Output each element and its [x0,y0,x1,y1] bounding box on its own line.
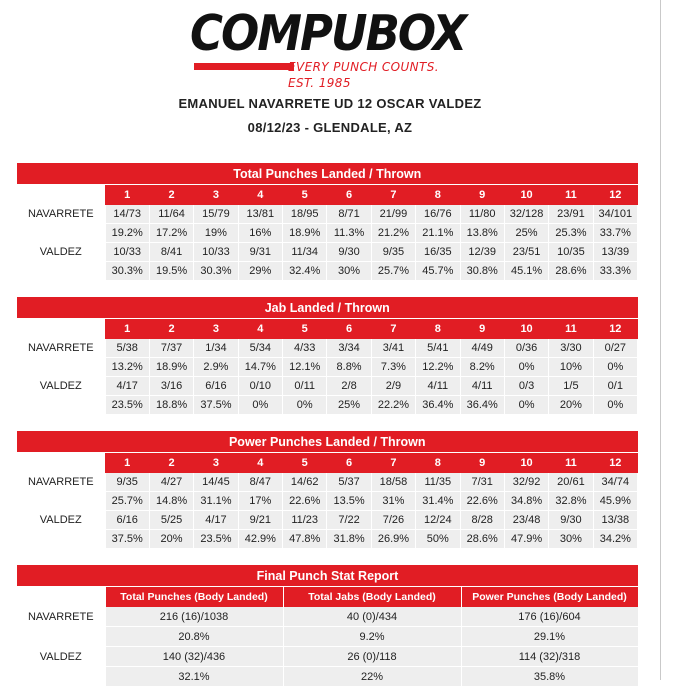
stat-cell: 11/34 [283,243,327,262]
stat-cell: 45.9% [593,492,637,511]
round-header: 10 [504,185,548,206]
stat-cell: 45.1% [504,262,548,281]
stat-cell: 3/34 [327,339,371,358]
stat-cell: 10/33 [194,243,238,262]
stat-cell: 11/35 [416,473,460,492]
stat-cell: 23/91 [549,205,593,224]
stat-cell: 216 (16)/1038 [105,607,283,627]
blank-header [17,185,105,206]
stat-cell: 20/61 [549,473,593,492]
stat-cell: 0/1 [593,377,637,396]
stat-cell: 7/26 [371,511,415,530]
stat-cell: 0/3 [504,377,548,396]
stat-cell: 4/27 [149,473,193,492]
table-title: Power Punches Landed / Thrown [17,431,638,453]
stat-cell: 11/23 [283,511,327,530]
stat-cell: 12.1% [283,358,327,377]
fighter-name: NAVARRETE [17,473,105,492]
stat-cell: 20.8% [105,627,283,647]
stat-cell: 21.2% [371,224,415,243]
stat-cell: 18.8% [149,396,193,415]
round-header: 1 [105,453,149,474]
valdez-pct-row [17,530,638,549]
stat-cell: 29.1% [461,627,638,647]
stat-cell: 7/31 [460,473,504,492]
stat-cell: 17% [238,492,282,511]
fight-title: EMANUEL NAVARRETE UD 12 OSCAR VALDEZ [178,96,482,111]
stat-cell: 22.6% [283,492,327,511]
stat-cell: 50% [416,530,460,549]
stat-cell: 22.6% [460,492,504,511]
navarrete-landed-row [17,473,638,492]
stat-cell: 8/28 [460,511,504,530]
stat-cell: 14/73 [105,205,149,224]
jab-table [17,297,638,415]
row-label-blank [17,530,105,549]
logo-tagline: EVERY PUNCH COUNTS. EST. 1985 [288,60,440,90]
stat-cell: 3/41 [371,339,415,358]
stat-cell: 34/74 [593,473,637,492]
row-label-blank [17,396,105,415]
stat-cell: 10% [549,358,593,377]
logo-tagline-bar [194,59,460,90]
stat-cell: 12/24 [416,511,460,530]
round-header-row [17,185,638,206]
stat-cell: 1/5 [549,377,593,396]
stat-cell: 9/21 [238,511,282,530]
stat-cell: 2/8 [327,377,371,396]
stat-cell: 5/37 [327,473,371,492]
stat-cell: 30.8% [460,262,504,281]
valdez-pct-row [17,262,638,281]
stat-cell: 0/10 [238,377,282,396]
round-header: 5 [283,453,327,474]
stat-cell: 15/79 [194,205,238,224]
final-header-row [17,587,638,608]
round-header: 12 [593,453,637,474]
row-label-blank [17,262,105,281]
fighter-name: VALDEZ [17,377,105,396]
stat-cell: 0/11 [283,377,327,396]
stat-cell: 28.6% [549,262,593,281]
round-header: 10 [504,319,548,340]
round-header: 6 [327,185,371,206]
round-header: 3 [194,185,238,206]
stat-cell: 2.9% [194,358,238,377]
stat-cell: 9/35 [371,243,415,262]
stat-cell: 6/16 [194,377,238,396]
stat-cell: 14.7% [238,358,282,377]
stat-cell: 114 (32)/318 [461,647,638,667]
stat-cell: 32/92 [504,473,548,492]
stat-cell: 17.2% [149,224,193,243]
stat-cell: 19% [194,224,238,243]
round-header: 2 [149,453,193,474]
round-header: 7 [371,453,415,474]
stat-cell: 2/9 [371,377,415,396]
stat-cell: 5/25 [149,511,193,530]
stat-cell: 0/36 [504,339,548,358]
stat-cell: 9.2% [283,627,461,647]
header-power-punches: Power Punches (Body Landed) [461,587,638,608]
round-header: 11 [549,319,593,340]
stat-cell: 40 (0)/434 [283,607,461,627]
round-header: 2 [149,319,193,340]
round-header: 2 [149,185,193,206]
round-header: 9 [460,185,504,206]
stat-cell: 23.5% [194,530,238,549]
stat-cell: 34.8% [504,492,548,511]
stat-cell: 30% [549,530,593,549]
power-punches-table [17,431,638,549]
stat-cell: 31.4% [416,492,460,511]
stat-cell: 18/95 [283,205,327,224]
stat-cell: 30.3% [194,262,238,281]
stat-cell: 4/17 [194,511,238,530]
round-header: 11 [549,185,593,206]
stat-cell: 26.9% [371,530,415,549]
stat-cell: 13/81 [238,205,282,224]
round-header: 9 [460,319,504,340]
stat-cell: 16/76 [416,205,460,224]
stat-cell: 18/58 [371,473,415,492]
stat-cell: 4/17 [105,377,149,396]
stat-cell: 25.3% [549,224,593,243]
stat-cell: 13.2% [105,358,149,377]
total-punches-table [17,163,638,281]
valdez-landed-row [17,511,638,530]
navarrete-landed-row [17,205,638,224]
row-label-blank [17,224,105,243]
stat-cell: 7/37 [149,339,193,358]
compubox-logo [190,4,466,90]
stat-cell: 0% [593,358,637,377]
page-edge-line [660,0,661,680]
stat-cell: 9/30 [549,511,593,530]
stat-cell: 36.4% [460,396,504,415]
fighter-name: NAVARRETE [17,339,105,358]
fighter-name: NAVARRETE [17,205,105,224]
header-total-jabs: Total Jabs (Body Landed) [283,587,461,608]
row-label-blank [17,358,105,377]
stat-cell: 18.9% [283,224,327,243]
stat-cell: 9/35 [105,473,149,492]
round-header: 9 [460,453,504,474]
stat-cell: 30.3% [105,262,149,281]
round-header: 8 [416,453,460,474]
round-header: 4 [238,185,282,206]
blank-header [17,319,105,340]
stat-cell: 35.8% [461,667,638,687]
stat-cell: 16% [238,224,282,243]
stat-cell: 33.3% [593,262,637,281]
stat-cell: 8/41 [149,243,193,262]
stat-cell: 6/16 [105,511,149,530]
stat-cell: 14/45 [194,473,238,492]
stat-cell: 31.1% [194,492,238,511]
stat-cell: 25.7% [371,262,415,281]
stat-cell: 25.7% [105,492,149,511]
stat-cell: 25% [504,224,548,243]
stat-cell: 13/38 [593,511,637,530]
round-header-row [17,319,638,340]
table-title: Jab Landed / Thrown [17,297,638,319]
round-header: 11 [549,453,593,474]
stat-cell: 12.2% [416,358,460,377]
stat-cell: 0% [504,396,548,415]
stat-cell: 21.1% [416,224,460,243]
stat-cell: 20% [549,396,593,415]
stat-cell: 8/47 [238,473,282,492]
navarrete-landed-row [17,339,638,358]
stat-cell: 16/35 [416,243,460,262]
stat-cell: 4/11 [416,377,460,396]
stat-cell: 23/51 [504,243,548,262]
stat-cell: 14/62 [283,473,327,492]
navarrete-values-row [17,607,638,627]
stat-cell: 13.5% [327,492,371,511]
stat-cell: 34.2% [593,530,637,549]
stat-cell: 36.4% [416,396,460,415]
round-header: 8 [416,319,460,340]
round-header: 6 [327,453,371,474]
stat-cell: 4/11 [460,377,504,396]
round-header: 5 [283,185,327,206]
stat-cell: 4/33 [283,339,327,358]
stat-cell: 176 (16)/604 [461,607,638,627]
round-header: 3 [194,319,238,340]
round-header: 7 [371,185,415,206]
stat-cell: 33.7% [593,224,637,243]
stat-cell: 14.8% [149,492,193,511]
stat-cell: 140 (32)/436 [105,647,283,667]
valdez-values-row [17,647,638,667]
stat-cell: 23.5% [105,396,149,415]
stat-cell: 32.8% [549,492,593,511]
stat-cell: 0% [283,396,327,415]
stat-cell: 0/27 [593,339,637,358]
stat-cell: 37.5% [194,396,238,415]
navarrete-pct-row [17,492,638,511]
table-title: Final Punch Stat Report [17,565,638,587]
final-stat-report-table [17,565,639,687]
stat-cell: 21/99 [371,205,415,224]
stat-cell: 4/49 [460,339,504,358]
stat-cell: 7.3% [371,358,415,377]
round-header: 4 [238,453,282,474]
stat-cell: 9/31 [238,243,282,262]
round-header: 7 [371,319,415,340]
stat-cell: 26 (0)/118 [283,647,461,667]
stat-cell: 8.2% [460,358,504,377]
navarrete-pct-row [17,627,638,647]
header-total-punches: Total Punches (Body Landed) [105,587,283,608]
stat-cell: 34/101 [593,205,637,224]
round-header: 4 [238,319,282,340]
row-label-blank [17,627,105,647]
stat-cell: 12/39 [460,243,504,262]
navarrete-pct-row [17,224,638,243]
blank-header [17,453,105,474]
round-header: 1 [105,319,149,340]
stat-cell: 45.7% [416,262,460,281]
round-header: 1 [105,185,149,206]
valdez-landed-row [17,243,638,262]
stat-cell: 10/35 [549,243,593,262]
logo-red-stripe [194,63,294,70]
fighter-name: VALDEZ [17,243,105,262]
round-header: 5 [283,319,327,340]
stat-cell: 23/48 [504,511,548,530]
fighter-name: NAVARRETE [17,607,105,627]
round-header: 6 [327,319,371,340]
stat-cell: 10/33 [105,243,149,262]
stat-cell: 8.8% [327,358,371,377]
navarrete-pct-row [17,358,638,377]
stat-cell: 19.2% [105,224,149,243]
stat-cell: 5/41 [416,339,460,358]
valdez-pct-row [17,396,638,415]
stat-cell: 47.9% [504,530,548,549]
row-label-blank [17,667,105,687]
logo-brand-text: COMPUBOX [190,4,466,63]
stat-cell: 22% [283,667,461,687]
stat-cell: 1/34 [194,339,238,358]
stat-cell: 25% [327,396,371,415]
stat-cell: 32.4% [283,262,327,281]
stat-cell: 13/39 [593,243,637,262]
row-label-blank [17,492,105,511]
stat-cell: 31.8% [327,530,371,549]
stat-cell: 8/71 [327,205,371,224]
stat-cell: 29% [238,262,282,281]
stat-cell: 11/80 [460,205,504,224]
stat-cell: 0% [593,396,637,415]
valdez-pct-row [17,667,638,687]
stat-cell: 32.1% [105,667,283,687]
stat-cell: 22.2% [371,396,415,415]
stat-cell: 9/30 [327,243,371,262]
stat-cell: 18.9% [149,358,193,377]
fighter-name: VALDEZ [17,511,105,530]
stat-cell: 20% [149,530,193,549]
stat-cell: 11/64 [149,205,193,224]
stat-cell: 0% [504,358,548,377]
stat-cell: 3/30 [549,339,593,358]
stat-cell: 11.3% [327,224,371,243]
stat-cell: 32/128 [504,205,548,224]
stat-cell: 5/34 [238,339,282,358]
fighter-name: VALDEZ [17,647,105,667]
round-header-row [17,453,638,474]
stat-cell: 19.5% [149,262,193,281]
stat-cell: 13.8% [460,224,504,243]
stat-cell: 0% [238,396,282,415]
stat-cell: 7/22 [327,511,371,530]
stat-cell: 31% [371,492,415,511]
round-header: 12 [593,319,637,340]
stat-cell: 3/16 [149,377,193,396]
stat-cell: 37.5% [105,530,149,549]
round-header: 10 [504,453,548,474]
stat-cell: 30% [327,262,371,281]
stat-cell: 5/38 [105,339,149,358]
stat-cell: 28.6% [460,530,504,549]
stat-cell: 42.9% [238,530,282,549]
valdez-landed-row [17,377,638,396]
stat-cell: 47.8% [283,530,327,549]
blank-header [17,587,105,608]
round-header: 12 [593,185,637,206]
fight-date-location: 08/12/23 - GLENDALE, AZ [247,120,413,135]
round-header: 8 [416,185,460,206]
round-header: 3 [194,453,238,474]
table-title: Total Punches Landed / Thrown [17,163,638,185]
